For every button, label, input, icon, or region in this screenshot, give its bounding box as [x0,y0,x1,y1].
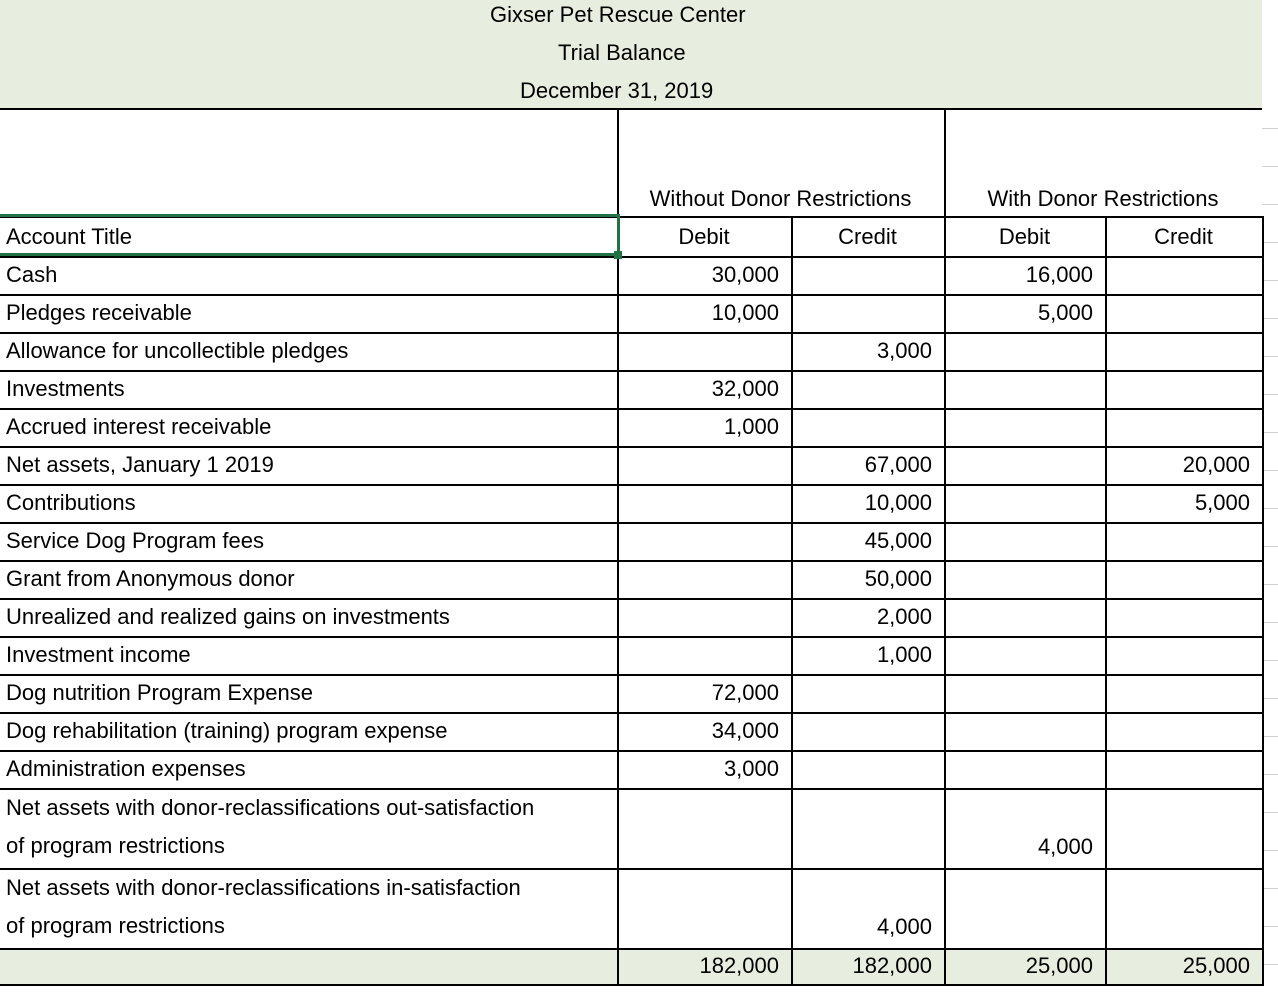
grid-line [791,218,793,986]
grid-line [0,332,1262,334]
without-credit-cell[interactable]: 67,000 [864,452,932,477]
account-title-cell[interactable]: of program restrictions [6,833,225,858]
grid-line [944,110,946,986]
sheet-gridline [1262,660,1278,661]
with-debit-cell[interactable]: 16,000 [1025,262,1093,287]
with-credit-cell[interactable] [1105,598,1262,636]
sheet-gridline [1262,698,1278,699]
without-credit-cell[interactable]: 4,000 [876,914,932,939]
without-credit-cell[interactable]: 45,000 [864,528,932,553]
sheet-gridline [1262,204,1278,205]
total-without-debit[interactable]: 182,000 [699,953,779,978]
without-credit-cell[interactable] [791,256,944,294]
without-debit-cell[interactable] [617,828,791,866]
grid-line [0,446,1262,448]
org-name: Gixser Pet Rescue Center [490,2,746,27]
account-title-cell[interactable]: Service Dog Program fees [6,528,264,553]
account-title-cell[interactable]: Net assets with donor-reclassifications out-satisfaction [6,795,535,820]
grid-line [0,750,1262,752]
without-debit-cell[interactable]: 10,000 [711,300,779,325]
active-cell-selection[interactable] [0,214,620,256]
without-debit-cell[interactable]: 30,000 [711,262,779,287]
account-title-cell[interactable]: Pledges receivable [6,300,192,325]
grid-line [1262,216,1264,986]
grid-line [0,712,1262,714]
column-header-without-debit[interactable]: Debit [678,224,730,249]
with-debit-cell[interactable] [944,750,1105,788]
with-credit-cell[interactable] [1105,256,1262,294]
with-credit-cell[interactable] [1105,522,1262,560]
without-debit-cell[interactable] [617,484,791,522]
without-debit-cell[interactable] [617,598,791,636]
with-debit-cell[interactable]: 5,000 [1037,300,1093,325]
report-date: December 31, 2019 [520,78,714,103]
grid-line [0,370,1262,372]
without-debit-cell[interactable] [617,446,791,484]
without-credit-cell[interactable]: 50,000 [864,566,932,591]
without-credit-cell[interactable] [791,712,944,750]
account-title-cell[interactable]: Net assets, January 1 2019 [6,452,274,477]
grid-line [1105,218,1107,986]
grid-line [0,868,1262,870]
with-debit-cell[interactable] [944,484,1105,522]
sheet-gridline [1262,812,1278,813]
without-debit-cell[interactable] [617,560,791,598]
without-credit-cell[interactable] [791,294,944,332]
without-debit-cell[interactable]: 32,000 [711,376,779,401]
grid-line [0,636,1262,638]
without-credit-cell[interactable]: 2,000 [876,604,932,629]
account-title-cell[interactable]: Dog rehabilitation (training) program expense [6,718,448,743]
with-debit-cell[interactable] [944,332,1105,370]
account-title-cell[interactable]: Investments [6,376,125,401]
sheet-gridline [1262,622,1278,623]
with-debit-cell[interactable] [944,408,1105,446]
column-header-without-credit[interactable]: Credit [838,224,897,249]
without-credit-cell[interactable] [791,370,944,408]
account-title-cell[interactable]: Net assets with donor-reclassifications in-satisfaction [6,875,521,900]
sheet-gridline [1262,508,1278,509]
sheet-gridline [1262,242,1278,243]
grid-line [0,484,1262,486]
column-header-with-debit[interactable]: Debit [998,224,1051,249]
account-title-cell[interactable]: Administration expenses [6,756,246,781]
total-without-credit[interactable]: 182,000 [852,953,932,978]
with-credit-cell[interactable] [1105,332,1262,370]
with-debit-cell[interactable] [944,908,1105,946]
group-header-with-restrictions[interactable]: With Donor Restrictions [987,186,1219,211]
without-credit-cell[interactable]: 1,000 [876,642,932,667]
sheet-gridline [1262,736,1278,737]
sheet-gridline [1262,394,1278,395]
account-title-cell[interactable]: Accrued interest receivable [6,414,272,439]
sheet-gridline [1262,432,1278,433]
sheet-gridline [1262,926,1278,927]
without-credit-cell[interactable] [791,408,944,446]
with-credit-cell[interactable] [1105,712,1262,750]
without-debit-cell[interactable] [617,522,791,560]
with-credit-cell[interactable]: 20,000 [1182,452,1250,477]
without-debit-cell[interactable]: 72,000 [711,680,779,705]
column-header-account-title[interactable]: Account Title [6,224,132,249]
with-debit-cell[interactable] [944,674,1105,712]
sheet-gridline [1262,584,1278,585]
sheet-gridline [1262,850,1278,851]
account-title-cell[interactable]: Unrealized and realized gains on investments [6,604,450,629]
sheet-gridline [1262,964,1278,965]
grid-line [0,522,1262,524]
with-credit-cell[interactable] [1105,674,1262,712]
with-credit-cell[interactable] [1105,370,1262,408]
sheet-gridline [1262,356,1278,357]
account-title-cell[interactable]: Investment income [6,642,191,667]
grid-line [0,598,1262,600]
without-credit-cell[interactable] [791,828,944,866]
report-title: Trial Balance [558,40,686,65]
grid-line [0,948,1262,950]
sheet-gridline [1262,546,1278,547]
without-credit-cell[interactable] [791,750,944,788]
fill-handle[interactable] [614,251,622,259]
grid-line [0,984,1262,986]
account-title-cell[interactable]: Dog nutrition Program Expense [6,680,313,705]
with-debit-cell[interactable] [944,712,1105,750]
with-credit-cell[interactable] [1105,560,1262,598]
with-credit-cell[interactable] [1105,408,1262,446]
total-with-debit[interactable]: 25,000 [1025,953,1093,978]
sheet-gridline [1262,888,1278,889]
grid-line [0,408,1262,410]
account-title-cell[interactable]: Allowance for uncollectible pledges [6,338,349,363]
with-credit-cell[interactable] [1105,750,1262,788]
without-debit-cell[interactable]: 3,000 [723,756,779,781]
with-debit-cell[interactable] [944,446,1105,484]
with-debit-cell[interactable] [944,636,1105,674]
column-header-with-credit[interactable]: Credit [1154,224,1213,249]
total-with-credit[interactable]: 25,000 [1182,953,1250,978]
sheet-gridline [1262,128,1278,129]
with-credit-cell[interactable] [1105,294,1262,332]
without-debit-cell[interactable] [617,636,791,674]
with-debit-cell[interactable] [944,370,1105,408]
account-title-cell[interactable]: Cash [6,262,58,287]
with-debit-cell[interactable] [944,560,1105,598]
without-debit-cell[interactable]: 34,000 [711,718,779,743]
account-title-cell[interactable]: Grant from Anonymous donor [6,566,295,591]
account-title-cell[interactable]: of program restrictions [6,913,225,938]
with-debit-cell[interactable]: 4,000 [1037,834,1093,859]
sheet-gridline [1262,166,1278,167]
grid-line [0,256,1262,258]
without-credit-cell[interactable]: 3,000 [876,338,932,363]
with-credit-cell[interactable] [1105,636,1262,674]
grid-line [0,788,1262,790]
account-title-cell[interactable]: Contributions [6,490,136,515]
with-debit-cell[interactable] [944,522,1105,560]
with-credit-cell[interactable] [1105,828,1262,866]
sheet-gridline [1262,280,1278,281]
without-debit-cell[interactable] [617,908,791,946]
grid-line [0,560,1262,562]
sheet-gridline [1262,318,1278,319]
without-credit-cell[interactable] [791,674,944,712]
without-debit-cell[interactable] [617,332,791,370]
without-credit-cell[interactable]: 10,000 [864,490,932,515]
sheet-gridline [1262,774,1278,775]
with-debit-cell[interactable] [944,598,1105,636]
sheet-gridline [1262,470,1278,471]
grid-line [0,294,1262,296]
with-credit-cell[interactable]: 5,000 [1194,490,1250,515]
without-debit-cell[interactable]: 1,000 [723,414,779,439]
grid-line [0,674,1262,676]
with-credit-cell[interactable] [1105,908,1262,946]
group-header-without-restrictions[interactable]: Without Donor Restrictions [649,186,912,211]
